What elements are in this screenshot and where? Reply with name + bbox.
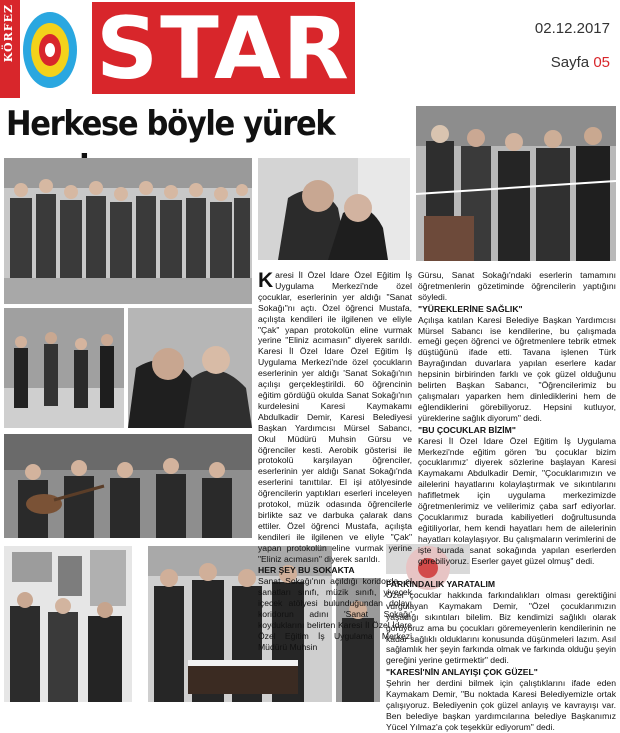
brand-logo-icon (22, 10, 78, 90)
masthead-title: STAR (96, 0, 351, 99)
article-column-2 (418, 270, 616, 566)
issue-date: 02.12.2017 (534, 20, 610, 37)
paragraph-her-sey: Sanat Sokağı'nın açıldığı koridorda, el sanatları sınıfı, müzik sınıfı, yiyecek içecek atölyesi bulunduğundan dolayı koridorun adını 'Sanat Sokağı' koyduklarını belirten Karesi İl Özel İdare Özel Eğitim İş Uygulama Merkezi Müdürü Muhsin (258, 576, 412, 652)
subheading-yureklerine: "YÜREKLERİNE SAĞLIK" (418, 303, 523, 314)
brand-side-text: KÖRFEZ (2, 4, 15, 63)
dance-photo (4, 308, 124, 428)
brand-side-strip (0, 0, 20, 98)
article-lead-text: aresi İl Özel İdare Özel Eğitim İş Uygulama Merkezi'nde özel çocuklar, eserlerinin yer aldığı "Sanat Sokağı"nı açtı. Özel öğrenci Mustafa, açılışta kendileri ile ilgilenen ve eliyle "Çak" yapan protokolün eline vurmak yerine "Eliniz acımasın" diyerek sarıldı. Karesi İl Özel İdare Özel Eğitim İş Uygulama Merkezi'nde özel çocukların eserlerinin yer aldığı 'Sanat Sokağı'nın açılışı gerçekleştirildi. 60 öğrencinin eğitim gördüğü okulda Sanat Sokağı'nın kurdelesini Karesi Kaymakamı Abdulkadir Demir, Karesi Belediyesi Başkan Yardımcısı Mürsel Sabancı, Okul Müdürü Muhsin Gürsu ve öğrenciler kesti. Aerobik gösterisi ile protokolü karşılayan öğrenciler, eserlerinin yer aldığı Sanat Sokağı'nda eserlerini tanıttılar. El işi atölyesinde öğrencilerin yaptıkları eserleri inceleyen protokol, müzik odasında öğrencilerle birlikte saz ve darbuka çalarak dans ettiler. Özel öğrenci Mustafa, açılışta kendileri ile ilgilenen ve eliyle "Çak" yapan protokolün eline vurmak yerine "Eliniz acımasın" diyerek sarıldı. (258, 270, 412, 564)
paragraph-farkindalik: Özel çocuklar hakkında farkındalıkları olması gerektiğini vurgulayan Kaymakam Demir, "Özel çocuklarımızın yaşadığı sıkıntıları bilelim. Biz kendimizi sağlıklı olarak görüyoruz ama bu çocukları göremeyenlerin kendilerinin ne kadar sağlıklı olduklarını konusunda düşünmeleri lazım. Asıl sağlamlık her şeyin farkında olmak ve farkında olduğu şeyin gereğini yerine getirmektir" dedi. (386, 589, 616, 666)
paragraph-yureklerine: Açılışa katılan Karesi Belediye Başkan Yardımcısı Mürsel Sabancı ise kendilerine, bu çalışmada emeği geçen öğrenci ve öğretmenlere tebrik etmek düştüğünü ifade etti. Tavana işlenen Türk Bayrağından duvarlara yapılan eserlere kadar hepsinin birbirinden farklı ve çok güzel olduğunu belirten Başkan Sabancı, "Öğrencilerimiz bu çalışmaları yaparken hem dinlediklerini hem de eğlendiklerini görebiliyoruz. Hepsini kutluyor, yüreklerine sağlık diyorum" dedi. (418, 314, 616, 423)
paragraph-gursu: Gürsu, Sanat Sokağı'ndaki eserlerin tamamını öğretmenlerin gözetiminde öğrencilerin yaptığını söyledi. (418, 270, 616, 302)
hug-photo (258, 158, 410, 260)
masthead-banner (92, 0, 355, 99)
article-lead (258, 270, 412, 564)
paragraph-karesi: Şehrin her derdini bilmek için çalıştıklarını ifade eden Kaymakam Demir, "Bu noktada Karesi Belediyemizle ortak çalışıyoruz. Belediyenin çok güzel anlayış ve kavrayışı var. Ben belediye başkan yardımcılarına belediye Başkanımız Yücel Yılmaz'a çok teşekkür ediyorum" dedi. (386, 678, 616, 732)
page-number: 05 (593, 54, 610, 71)
article-column-3 (386, 578, 616, 733)
group-photo (4, 158, 252, 304)
subheading-bu-cocuklar: "BU ÇOCUKLAR BİZİM" (418, 424, 516, 435)
dropcap: K (258, 269, 274, 292)
subheading-her-sey: HER ŞEY BU SOKAKTA (258, 565, 355, 576)
article-headline: Herkese böyle yürek (6, 104, 335, 144)
subheading-karesi: "KARESİ'NİN ANLAYIŞI ÇOK GÜZEL" (386, 667, 538, 678)
music-room-photo (4, 434, 252, 538)
paragraph-bu-cocuklar: Karesi İl Özel İdare Özel Eğitim İş Uygulama Merkezi'nde eğitim gören 'bu çocuklar bizim çocuklarımız' diyerek sözlerine başlayan Karesi Kaymakamı Abdulkadir Demir, "Çocuklarımızın ve ailelerini hayatlarını kolaylaştırmak ve sıkıntılarını hafifletmek için uygulama merkezimizde öğretmenlerimiz ve velilerimiz çaba sarf ediyorlar. Çocuklarımız burada kabiliyetleri doğrultusunda eğitiliyorlar, hem kendi hayatları hem de ailelerinin hayatları kolaylaşıyor. Bu çalışmaların verimlerini de işte burada sanat sokağında yapılan eserlerden görebiliyoruz. Eserler gayet güzel olmuş" dedi. (418, 435, 616, 566)
embrace-photo (128, 308, 252, 428)
ribbon-cutting-photo (416, 106, 616, 261)
page-prefix: Sayfa (550, 54, 590, 71)
subheading-farkindalik: FARKINDALIK YARATALIM (386, 579, 496, 589)
page-label (551, 54, 610, 71)
artwork-wall-photo (4, 546, 132, 702)
